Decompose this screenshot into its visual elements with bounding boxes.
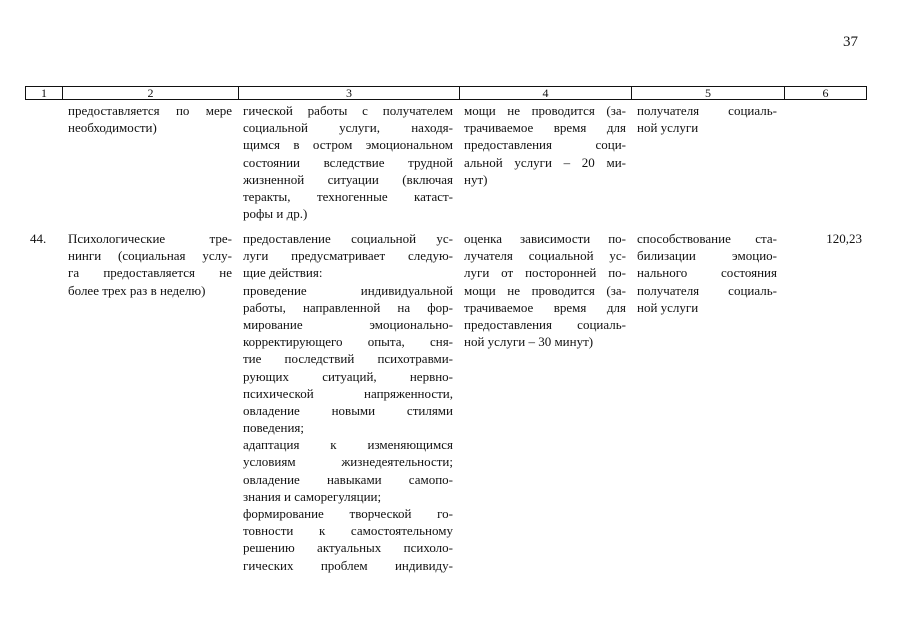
- text-line: трачиваемое время для: [464, 299, 626, 315]
- text-line: знания и саморегуляции;: [243, 488, 382, 504]
- text-line: ной услуги – 30 минут): [464, 334, 594, 350]
- text-line: способствование ста-: [637, 231, 777, 246]
- text-line: овладение новыми стилями: [243, 402, 453, 418]
- table-header-row: [25, 86, 867, 100]
- text-line: альной услуги – 20 ми-: [464, 154, 626, 170]
- row-44-conditions: [464, 230, 626, 350]
- text-line: га предоставляется не: [68, 265, 232, 281]
- cont-row-conditions: [464, 102, 626, 188]
- row-44-number: 44.: [30, 231, 47, 246]
- text-line: гических проблем индивиду-: [243, 557, 453, 573]
- text-line: щие действия:: [243, 265, 323, 281]
- text-line: гической работы с получателем: [243, 103, 453, 118]
- text-line: жизненной ситуации (включая: [243, 171, 453, 187]
- header-cell-1: 1: [41, 86, 47, 100]
- text-line: луги от посторонней по-: [464, 265, 626, 281]
- text-line: нинги (социальная услу-: [68, 248, 232, 264]
- cont-row-service-name: [68, 102, 232, 136]
- text-line: адаптация к изменяющимся: [243, 437, 453, 453]
- text-line: проведение индивидуальной: [243, 282, 453, 298]
- page-number: 37: [843, 34, 858, 50]
- text-line: получателя социаль-: [637, 282, 777, 298]
- text-line: рофы и др.): [243, 206, 308, 222]
- text-line: щимся в остром эмоциональном: [243, 137, 453, 153]
- header-cell-2: 2: [147, 86, 154, 100]
- text-line: нального состояния: [637, 265, 777, 281]
- text-line: нут): [464, 171, 488, 187]
- row-44-description: [243, 230, 453, 574]
- text-line: Психологические тре-: [68, 231, 232, 246]
- text-line: социальной услуги, находя-: [243, 120, 453, 136]
- cont-row-result: [637, 102, 777, 136]
- text-line: рующих ситуаций, нервно-: [243, 368, 453, 384]
- text-line: решению актуальных психоло-: [243, 540, 453, 556]
- text-line: предоставляется по мере: [68, 103, 232, 118]
- text-line: психической напряженности,: [243, 385, 453, 401]
- text-line: оценка зависимости по-: [464, 231, 626, 246]
- text-line: овладение навыками самопо-: [243, 471, 453, 487]
- text-line: условиям жизнедеятельности;: [243, 454, 453, 470]
- text-line: тие последствий психотравми-: [243, 351, 453, 367]
- text-line: предоставление социальной ус-: [243, 231, 453, 246]
- text-line: мощи не проводится (за-: [464, 103, 626, 118]
- text-line: предоставления соци-: [464, 137, 626, 153]
- header-cell-4: 4: [542, 86, 549, 100]
- text-line: билизации эмоцио-: [637, 248, 777, 264]
- text-line: формирование творческой го-: [243, 506, 453, 522]
- text-line: предоставления социаль-: [464, 316, 626, 332]
- text-line: поведения;: [243, 420, 305, 436]
- row-44-result: [637, 230, 777, 316]
- text-line: более трех раз в неделю): [68, 282, 206, 298]
- header-cell-5: 5: [705, 86, 711, 100]
- text-line: необходимости): [68, 120, 157, 136]
- text-line: луги предусматривает следую-: [243, 248, 453, 264]
- cont-row-description: [243, 102, 453, 222]
- text-line: трачиваемое время для: [464, 120, 626, 136]
- text-line: корректирующего опыта, сня-: [243, 334, 453, 350]
- text-line: получателя социаль-: [637, 103, 777, 118]
- text-line: теракты, техногенные катаст-: [243, 188, 453, 204]
- text-line: лучателя социальной ус-: [464, 248, 626, 264]
- row-44-service-name: [68, 230, 232, 299]
- text-line: товности к самостоятельному: [243, 523, 453, 539]
- text-line: состоянии вследствие трудной: [243, 154, 453, 170]
- header-cell-6: 6: [822, 86, 829, 100]
- text-line: ной услуги: [637, 299, 699, 315]
- text-line: мирование эмоционально-: [243, 316, 453, 332]
- text-line: мощи не проводится (за-: [464, 282, 626, 298]
- text-line: работы, направленной на фор-: [243, 299, 453, 315]
- header-cell-3: 3: [346, 86, 352, 100]
- row-44-price: 120,23: [826, 231, 862, 246]
- text-line: ной услуги: [637, 120, 699, 136]
